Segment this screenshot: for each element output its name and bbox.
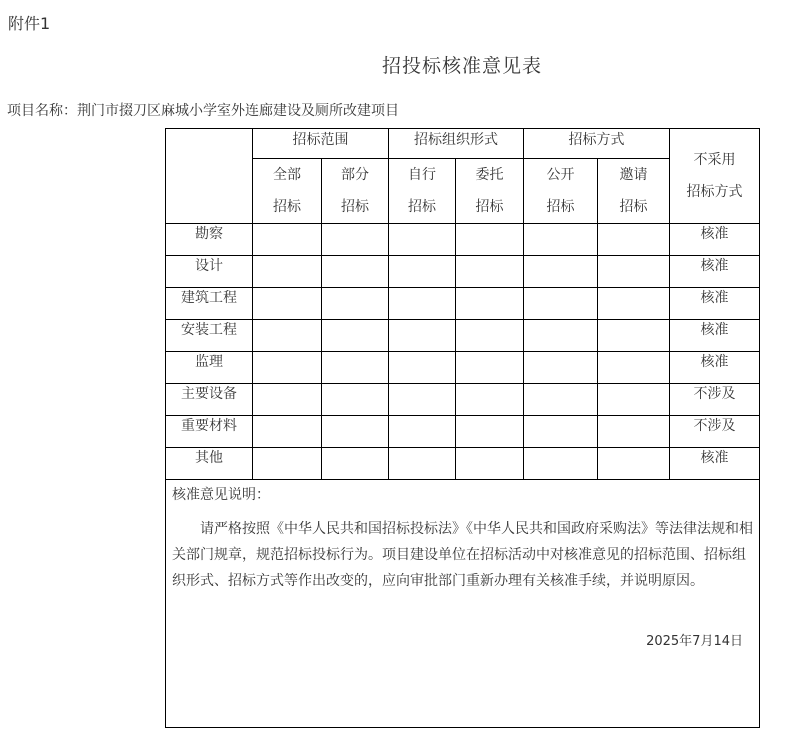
page-title: 招投标核准意见表	[381, 55, 542, 77]
cell	[524, 416, 598, 448]
table-row	[166, 256, 760, 288]
cell	[322, 320, 389, 352]
row-result: 核准	[670, 256, 760, 288]
cell	[524, 320, 598, 352]
cell	[598, 448, 670, 480]
cell	[456, 384, 524, 416]
row-item: 重要材料	[166, 416, 253, 448]
header-not-used-line1: 不采用	[693, 152, 736, 168]
notes-body: 请严格按照《中华人民共和国招标投标法》《中华人民共和国政府采购法》等法律法规和相关部门规章，规范招标投标行为。项目建设单位在招标活动中对核准意见的招标范围、招标组织形式、招标方式等作出改变的，应向审批部门重新办理有关核准手续，并说明原因。	[172, 521, 753, 589]
subheader-line: 全部	[273, 167, 301, 183]
cell	[322, 448, 389, 480]
row-item: 勘察	[166, 224, 253, 256]
cell	[389, 384, 456, 416]
table-row	[166, 352, 760, 384]
cell	[253, 384, 322, 416]
subheader-partial	[322, 159, 389, 224]
approval-table	[165, 128, 760, 728]
header-scope: 招标范围	[253, 129, 389, 159]
cell	[456, 320, 524, 352]
subheader-line: 招标	[273, 199, 301, 215]
cell	[253, 320, 322, 352]
cell	[322, 384, 389, 416]
row-result: 核准	[670, 448, 760, 480]
subheader-line: 委托	[475, 167, 504, 183]
header-not-used-line2: 招标方式	[686, 184, 743, 200]
cell	[598, 416, 670, 448]
notes-title: 核准意见说明：	[172, 487, 270, 503]
row-item: 监理	[166, 352, 253, 384]
row-item: 主要设备	[166, 384, 253, 416]
subheader-invited	[598, 159, 670, 224]
project-name: 项目名称：荆门市掇刀区麻城小学室外连廊建设及厕所改建项目	[7, 103, 399, 119]
cell	[389, 320, 456, 352]
cell	[598, 320, 670, 352]
table-row	[166, 320, 760, 352]
row-result: 不涉及	[670, 384, 760, 416]
cell	[598, 288, 670, 320]
cell	[389, 224, 456, 256]
subheader-line: 公开	[546, 167, 575, 183]
cell	[598, 384, 670, 416]
row-result: 核准	[670, 288, 760, 320]
cell	[253, 448, 322, 480]
row-result: 核准	[670, 320, 760, 352]
cell	[322, 256, 389, 288]
subheader-line: 招标	[546, 199, 575, 215]
subheader-self	[389, 159, 456, 224]
cell	[524, 384, 598, 416]
subheader-full	[253, 159, 322, 224]
cell	[598, 352, 670, 384]
cell	[253, 224, 322, 256]
table-row	[166, 416, 760, 448]
row-item: 其他	[166, 448, 253, 480]
corner-cell	[166, 129, 253, 224]
row-result: 核准	[670, 224, 760, 256]
cell	[456, 352, 524, 384]
subheader-line: 部分	[341, 167, 369, 183]
cell	[389, 256, 456, 288]
row-result: 不涉及	[670, 416, 760, 448]
subheader-line: 邀请	[619, 167, 648, 183]
cell	[322, 288, 389, 320]
cell	[389, 288, 456, 320]
subheader-entrusted	[456, 159, 524, 224]
cell	[253, 288, 322, 320]
cell	[389, 416, 456, 448]
cell	[322, 352, 389, 384]
cell	[456, 416, 524, 448]
subheader-line: 招标	[475, 199, 504, 215]
subheader-open	[524, 159, 598, 224]
header-method: 招标方式	[524, 129, 670, 159]
row-item: 建筑工程	[166, 288, 253, 320]
cell	[456, 256, 524, 288]
cell	[524, 288, 598, 320]
cell	[253, 352, 322, 384]
row-item: 安装工程	[166, 320, 253, 352]
cell	[456, 288, 524, 320]
notes-cell	[166, 480, 760, 728]
cell	[524, 224, 598, 256]
row-item: 设计	[166, 256, 253, 288]
cell	[456, 448, 524, 480]
subheader-line: 自行	[408, 167, 436, 183]
table-row	[166, 448, 760, 480]
cell	[598, 224, 670, 256]
attachment-label: 附件1	[8, 14, 51, 33]
subheader-line: 招标	[408, 199, 436, 215]
subheader-line: 招标	[341, 199, 369, 215]
cell	[598, 256, 670, 288]
cell	[524, 448, 598, 480]
cell	[456, 224, 524, 256]
table-row	[166, 288, 760, 320]
cell	[322, 416, 389, 448]
cell	[322, 224, 389, 256]
cell	[253, 256, 322, 288]
cell	[524, 256, 598, 288]
header-organization: 招标组织形式	[389, 129, 524, 159]
table-row	[166, 224, 760, 256]
row-result: 核准	[670, 352, 760, 384]
header-not-used	[670, 129, 760, 224]
cell	[524, 352, 598, 384]
cell	[389, 352, 456, 384]
cell	[253, 416, 322, 448]
notes-date: 2025年7月14日	[646, 634, 743, 649]
subheader-line: 招标	[619, 199, 648, 215]
cell	[389, 448, 456, 480]
table-row	[166, 384, 760, 416]
